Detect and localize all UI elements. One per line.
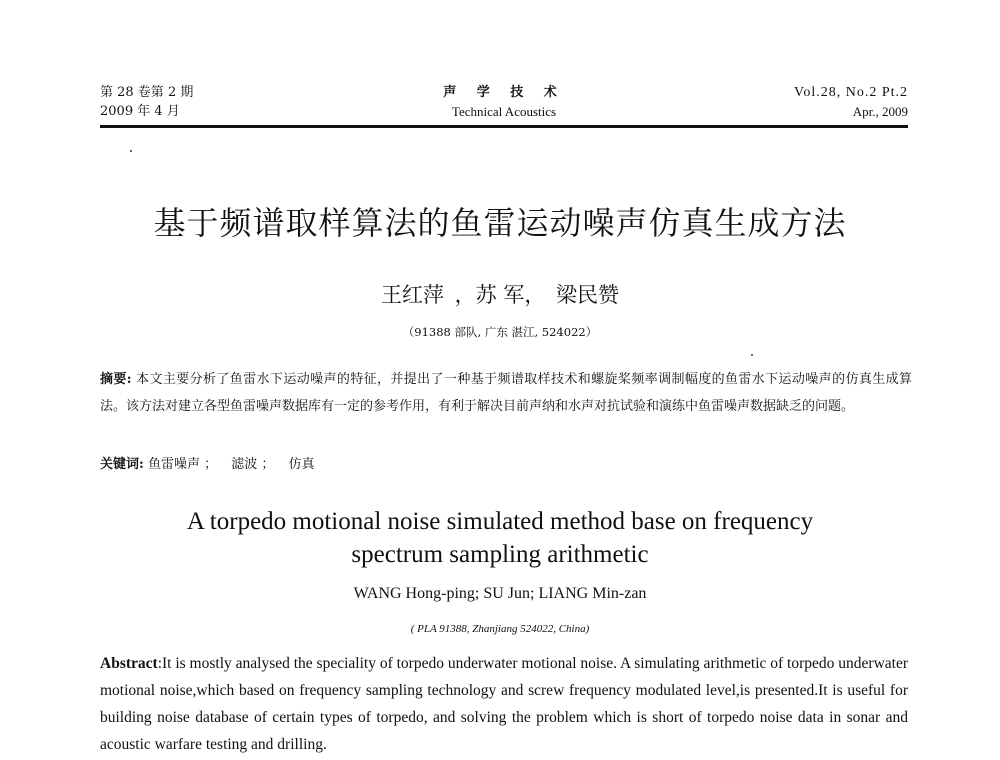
keyword: 鱼雷噪声 ； — [147, 457, 218, 472]
title-en-line: spectrum sampling arithmetic — [351, 541, 649, 568]
abstract-text-en: :It is mostly analysed the speciality of torpedo underwater motional noise. A simulating arithmetic of torpedo underwater motional noise,which based on frequency sampling technology and screw frequency modulated level,is presented.It is useful for building noise database of certain types of torpedo, and solving the problem which is short of torpedo noise data in sonar and acoustic warfare testing and drilling. — [100, 655, 908, 753]
journal-header — [100, 83, 908, 125]
affiliation-en: ( PLA 91388, Zhanjiang 524022, China) — [410, 623, 590, 635]
issue-volume: 第 28 卷第 2 期 — [100, 85, 194, 100]
author-cn: 王红萍 — [380, 283, 444, 307]
speck — [130, 150, 132, 152]
volume-info — [794, 83, 908, 121]
journal-name-en: Technical Acoustics — [451, 104, 557, 119]
keyword: 仿真 — [288, 457, 315, 472]
author-list-cn — [0, 279, 1000, 309]
affiliation-cn: （91388 部队, 广东 湛江, 524022） — [402, 325, 598, 339]
author-cn: ，苏 军， — [454, 283, 546, 307]
issue-info — [100, 83, 193, 121]
abstract-en — [100, 650, 908, 758]
abstract-label-cn: 摘要: — [100, 372, 132, 387]
title-en-line: A torpedo motional noise simulated method base on frequency — [186, 508, 814, 535]
paper-title-en — [0, 505, 1000, 571]
paper-title-cn: 基于频谱取样算法的鱼雷运动噪声仿真生成方法 — [153, 204, 847, 242]
keyword: 滤波 ； — [231, 457, 275, 472]
volume-number: Vol.28, No.2 Pt.2 — [794, 85, 908, 100]
header-rule — [100, 125, 908, 128]
issue-date: 2009 年 4 月 — [100, 104, 180, 119]
author-cn: 梁民赞 — [556, 283, 620, 307]
abstract-text-cn: 本文主要分析了鱼雷水下运动噪声的特征，并提出了一种基于频谱取样技术和螺旋桨频率调制幅度的鱼雷水下运动噪声的仿真生成算法。该方法对建立各型鱼雷噪声数据库有一定的参考作用，有利于解决目前声纳和水声对抗试验和演练中鱼雷噪声数据缺乏的问题。 — [100, 372, 912, 414]
author-list-en: WANG Hong-ping; SU Jun; LIANG Min-zan — [353, 585, 647, 602]
keywords-label-cn: 关键词: — [100, 457, 144, 472]
journal-name-cn: 声 学 技 术 — [443, 85, 565, 100]
volume-date: Apr., 2009 — [852, 104, 908, 119]
keywords-cn — [100, 454, 325, 476]
abstract-cn — [100, 366, 912, 420]
journal-name — [443, 83, 565, 121]
speck — [751, 354, 753, 356]
abstract-label-en: Abstract — [100, 655, 158, 672]
